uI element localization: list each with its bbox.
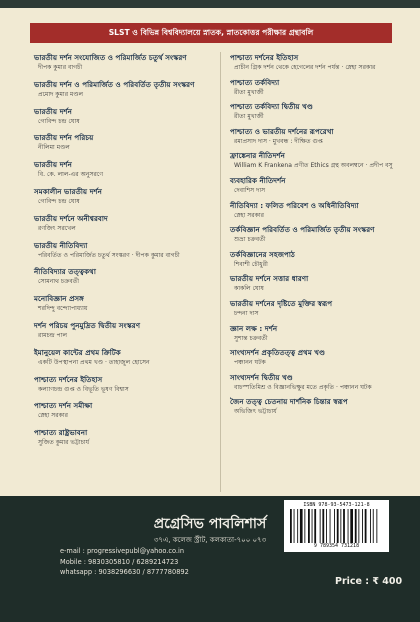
barcode-icon — [290, 509, 383, 543]
publisher-whatsapp: whatsapp : 9038296630 / 8777780892 — [60, 568, 189, 576]
publisher-mobile: Mobile : 9830305810 / 6289214723 — [60, 557, 179, 566]
book-entry — [34, 401, 212, 428]
book-entry — [230, 127, 408, 152]
book-title: ফ্রাঙ্কেনার নীতিদর্শন — [230, 151, 285, 161]
book-entry — [34, 133, 212, 160]
book-entry — [34, 348, 212, 375]
right-book-column — [230, 53, 408, 422]
book-title: পাশ্চাত্য তর্কবিদ্যা দ্বিতীয় খণ্ড — [230, 102, 313, 112]
book-title: পাশ্চাত্য দর্শনের ইতিহাস — [230, 53, 299, 62]
book-title: পাশ্চাত্য তর্কবিদ্যা — [230, 77, 280, 87]
book-entry — [34, 428, 212, 455]
publisher-contact — [60, 546, 189, 578]
book-entry — [230, 250, 408, 275]
book-title: ব্যবহারিক নীতিদর্শন — [230, 175, 286, 185]
book-author: রীতা মুখার্জী — [234, 88, 264, 96]
book-title: পাশ্চাত্য ও ভারতীয় দর্শনের রূপরেখা — [230, 126, 334, 136]
book-entry — [230, 201, 408, 226]
book-entry — [230, 397, 408, 422]
book-author: শরদিন্দু বন্দ্যোপাধ্যায় — [38, 305, 88, 313]
book-entry — [230, 78, 408, 103]
left-book-column — [34, 53, 212, 455]
book-title: নীতিবিদ্যা : ফলিত পরিবেশ ও অধিনীতিবিদ্যা — [230, 200, 359, 210]
book-author: প্রাচীন গ্রিক দর্শন থেকে হেগেলের দর্শন পর্যন্ত · স্নেহা সরকার — [234, 64, 376, 71]
book-author: বি. কে. লাল-এর অনুসরণে — [38, 171, 104, 179]
book-title: ভারতীয় দর্শনের দৃষ্টিতে মুক্তির স্বরূপ — [230, 298, 333, 308]
column-divider — [220, 52, 221, 492]
publisher-email: e-mail : progressivepubl@yahoo.co.in — [60, 547, 185, 555]
book-entry — [34, 321, 212, 348]
price-label: Price : ₹ 400 — [335, 576, 403, 587]
book-author: William K Frankena প্রণীত Ethics গ্রন্থ অবলম্বনে · প্রদীপ বসু — [234, 162, 393, 170]
book-title: সাংখ্যদর্শন দ্বিতীয় খণ্ড — [230, 372, 293, 382]
book-author: কল্যাণচন্দ্র গুপ্ত ও বিভূতি ভূষণ বিশ্বাস — [38, 385, 129, 393]
book-title: পাশ্চাত্য রাষ্ট্রভাবনা — [34, 428, 88, 438]
book-title: নীতিবিদ্যার তত্ত্বকথা — [34, 267, 96, 277]
book-title: ভারতীয় দর্শনে সত্তার ধারণা — [230, 274, 309, 284]
book-entry — [230, 373, 408, 398]
book-entry — [34, 107, 212, 134]
book-title: পাশ্চাত্য দর্শন সমীক্ষা — [34, 401, 93, 411]
book-entry — [34, 267, 212, 294]
book-title: জ্ঞান লক্ষ : দর্শন — [230, 323, 278, 333]
book-author: অভিজিৎ ভট্টাচার্য — [234, 408, 277, 416]
book-author: রামচন্দ্র পাল — [38, 331, 68, 339]
book-title: দর্শন পরিচয় পুনমুদ্রিত দ্বিতীয় সংস্করণ — [34, 320, 141, 330]
book-entry — [230, 348, 408, 373]
book-title: ভারতীয় দর্শন ও পরিমার্জিত ও পরিবর্তিত তৃতীয় সংস্করণ — [34, 79, 195, 89]
book-author: সুশান্ত চক্রবর্তী — [234, 334, 268, 342]
book-author: চন্দনা দাস — [234, 309, 259, 317]
book-title: পাশ্চাত্য দর্শনের ইতিহাস — [34, 374, 103, 384]
book-author: পরিবর্তিত ও পরিমার্জিত চতুর্থ সংস্করণ · দীপক কুমার বাগচী — [38, 251, 180, 259]
barcode-digits: 9 789354 731218 — [313, 543, 360, 549]
book-author: গোবিন্দ চন্দ্র ঘোষ — [38, 117, 80, 125]
book-author: রণজিৎ সরখেল — [38, 224, 76, 232]
book-title: ভারতীয় নীতিবিদ্যা — [34, 240, 88, 250]
book-author: একটি উপস্থাপনা প্রথম খণ্ড · তাহাজুল হোসেন — [38, 358, 150, 366]
book-entry — [34, 160, 212, 187]
book-entry — [230, 151, 408, 176]
book-author: প্রমোদ কুমার মণ্ডল — [38, 90, 84, 98]
book-title: সমকালীন ভারতীয় দর্শন — [34, 186, 102, 196]
book-title: ভারতীয় দর্শন পরিচয় — [34, 133, 94, 143]
book-author: স্নেহা সরকার — [234, 211, 264, 219]
book-entry — [230, 102, 408, 127]
book-author: রমাপ্রসাদ দাস · মুখবন্ধ : দীক্ষিত গুপ্ত — [234, 137, 323, 145]
top-edge-band — [0, 0, 420, 8]
book-author: দেবাশিস দাস — [234, 186, 266, 194]
book-title: ভারতীয় দর্শনে অনীশ্বরবাদ — [34, 213, 108, 223]
publisher-name: প্রগ্রেসিভ পাবলিশার্স — [153, 516, 267, 532]
book-title: ভারতীয় দর্শন — [34, 106, 72, 116]
book-author: বাচস্পতিমিশ্র ও বিজ্ঞানভিক্ষুর মতে প্রকৃতি · পঞ্চানন ঘটক — [234, 383, 372, 391]
book-author: সোমনাথ চক্রবর্তী — [38, 278, 80, 286]
book-entry — [34, 187, 212, 214]
book-title: ইমানুয়েল কান্টের প্রথম ক্রিটিক — [34, 347, 121, 357]
book-author: দীপক কুমার বাগচী — [38, 64, 83, 71]
book-entry — [34, 80, 212, 107]
book-entry — [230, 299, 408, 324]
book-entry — [230, 324, 408, 349]
book-entry — [230, 225, 408, 250]
isbn-barcode — [284, 500, 389, 552]
book-entry — [230, 176, 408, 201]
book-title: তর্কবিজ্ঞানের সহজপাঠ — [230, 249, 295, 259]
isbn-number: ISBN 978-93-5473-121-8 — [303, 502, 370, 508]
book-title: তর্কবিজ্ঞান পরিবর্তিত ও পরিমার্জিত তৃতীয় সংস্করণ — [230, 225, 375, 235]
book-entry — [34, 294, 212, 321]
book-title: ভারতীয় দর্শন — [34, 160, 72, 170]
book-entry — [230, 274, 408, 299]
book-author: স্নেহা সরকার — [38, 412, 68, 420]
book-author: সুজিত কুমার ভট্টাচার্য — [38, 439, 90, 447]
book-title: জৈন তত্ত্ব চেতনায় দার্শনিক চিন্তার স্বরূপ — [230, 397, 348, 407]
book-author: শুভ্রা চক্রবর্তী — [234, 236, 266, 244]
book-author: গোবিন্দ চন্দ্র ঘোষ — [38, 197, 80, 205]
book-author: নীলিমা মণ্ডল — [38, 144, 70, 152]
book-entry — [34, 53, 212, 80]
book-entry — [34, 214, 212, 241]
book-author: পঞ্চানন ঘটক — [234, 359, 266, 367]
book-title: মনোবিজ্ঞান প্রসঙ্গ — [34, 294, 84, 304]
publisher-address: ৩৭এ, কলেজ স্ট্রীট, কলকাতা-৭০০ ০৭৩ — [153, 536, 267, 544]
book-author: শিবাশী চৌধুরী — [234, 260, 268, 268]
book-entry — [34, 241, 212, 268]
book-author: রীতা মুখার্জী — [234, 113, 264, 121]
series-header-banner: SLST ও বিভিন্ন বিশ্ববিদ্যালয়ে স্নাতক, স্নাতকোত্তর পরীক্ষার গ্রন্থাবলি — [30, 23, 392, 43]
book-entry — [230, 53, 408, 78]
book-title: ভারতীয় দর্শন সংযোজিত ও পরিমার্জিত চতুর্থ সংস্করণ — [34, 53, 187, 62]
book-entry — [34, 375, 212, 402]
book-title: সাংখ্যদর্শন প্রকৃতিতত্ত্ব প্রথম খণ্ড — [230, 348, 326, 358]
book-author: কাকলি ঘোষ — [234, 285, 264, 293]
